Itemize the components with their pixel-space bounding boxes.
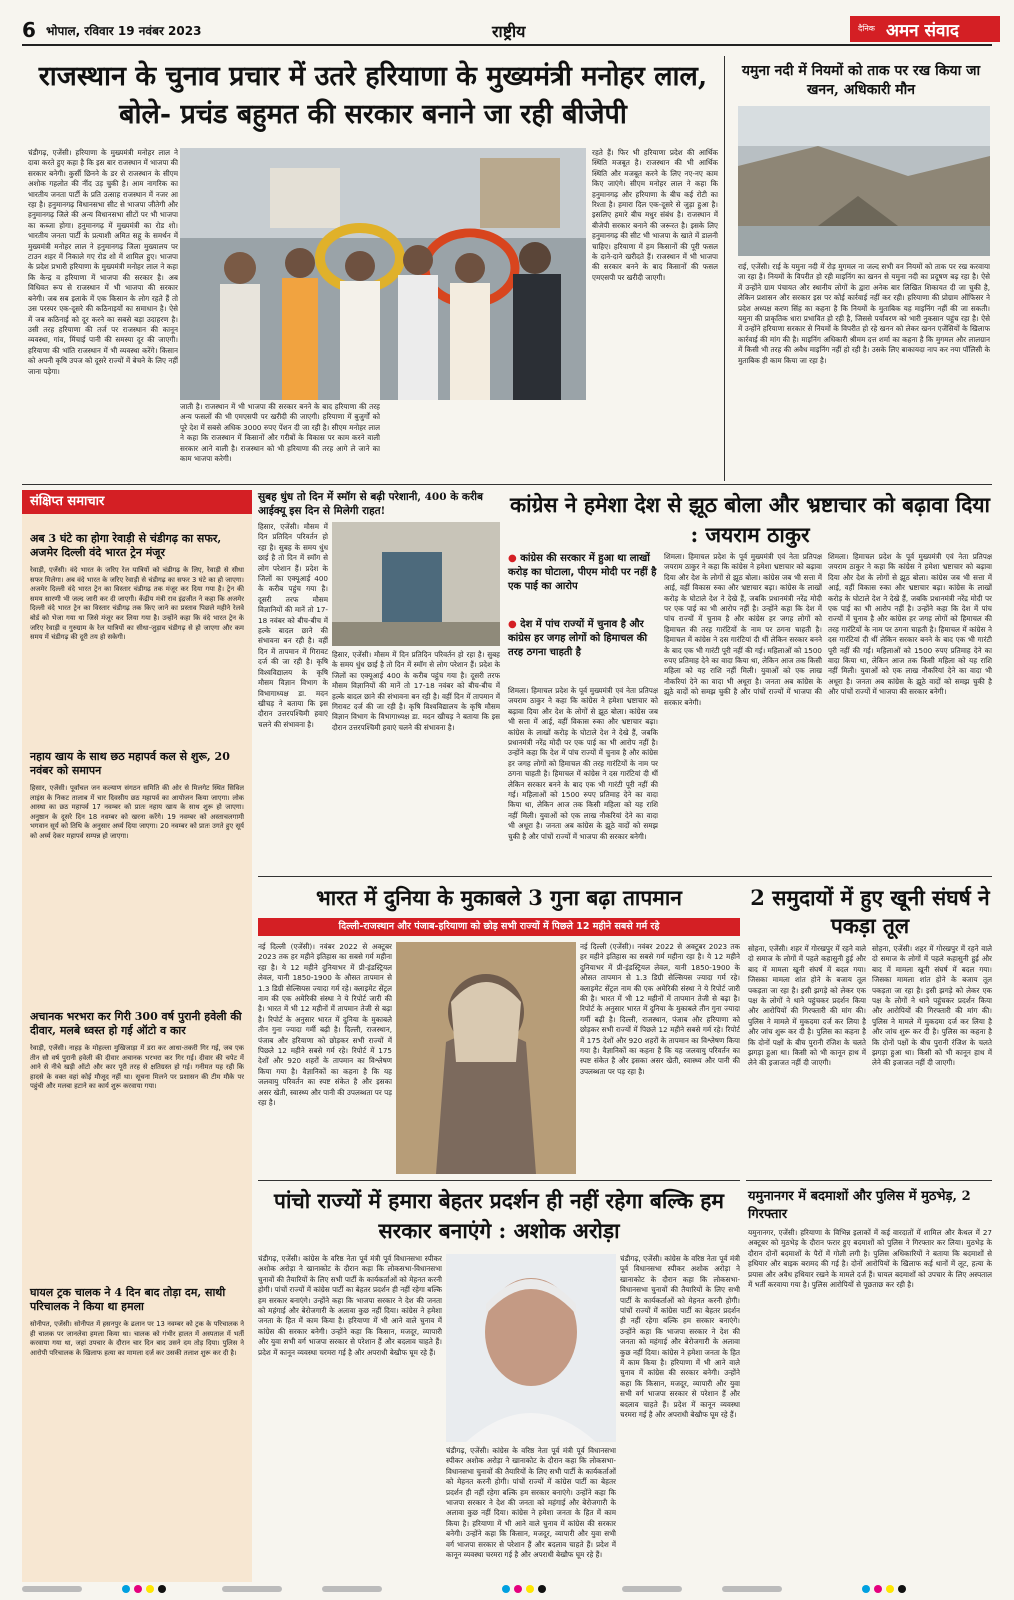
arora-body-b: चंडीगढ़, एजेंसी। कांग्रेस के वरिष्ठ नेता पूर्व मंत्री पूर्व विधानसभा स्पीकर अशोक अरोड़ा ने खानाकोट के दौरान कहा कि लोकसभा-विधानसभा चुनावों की तैयारियों के लिए सभी पार्टी के कार्यकर्ताओं को मेहनत करनी होगी। पांचों राज्यों में कांग्रेस पार्टी का बेहतर प्रदर्शन ही नहीं रहेगा बल्कि हम सरकार बनाएंगे। उन्होंने कहा कि भाजपा सरकार ने देश की जनता को महंगाई और बेरोजगारी के अलावा कुछ नहीं दिया। कांग्रेस ने हमेशा जनता के हित में काम किया है। हरियाणा में भी आने वाले चुनाव में कांग्रेस की सरकार बनेगी। उन्होंने कहा कि किसान, मजदूर, व्यापारी और युवा सभी वर्ग भाजपा सरकार से परेशान हैं और बदलाव चाहते हैं। प्रदेश में कानून व्यवस्था चरमरा गई है और अपराधी बेखौफ घूम रहे हैं। xyxy=(446,1446,616,1560)
jairam-headline: कांग्रेस ने हमेशा देश से झूठ बोला और भ्रष्टाचार को बढ़ावा दिया : जयराम ठाकुर xyxy=(510,492,990,547)
clash-body-b: सोहना, एजेंसी। शहर में गोरखपुर में रहने वाले दो समाज के लोगों में पहले कहासुनी हुई और बाद में मामला खूनी संघर्ष में बदल गया। जिसका मामला शांत होने के बजाय तूल पकड़ता जा रहा है। इसी झगड़े को लेकर एक पक्ष के लोगों ने थाने पहुंचकर प्रदर्शन किया और आरोपियों की गिरफ्तारी की मांग की। पुलिस ने मामले में मुकदमा दर्ज कर लिया है और जांच शुरू कर दी है। पुलिस का कहना है कि दोनों पक्षों के बीच पुरानी रंजिश के चलते झगड़ा हुआ था। किसी को भी कानून हाथ में लेने की इजाजत नहीं दी जाएगी। xyxy=(872,944,992,1068)
magenta-dot xyxy=(514,1585,522,1593)
temp-body-b: नई दिल्ली (एजेंसी)। नवंबर 2022 से अक्टूबर 2023 तक हर महीने इतिहास का सबसे गर्म महीना रहा है। ये 12 महीने दुनियाभर में प्री-इंडस्ट्रियल लेवल, यानी 1850-1900 के औसत तापमान से 1.3 डिग्री सेल्सियस ज्यादा गर्म रहे। क्लाइमेट सेंट्रल नाम की एक अमेरिकी संस्था ने ये रिपोर्ट जारी की है। भारत में भी 12 महीनों में तापमान तेजी से बढ़ा है। रिपोर्ट के अनुसार भारत में दुनिया के मुकाबले तीन गुना ज्यादा गर्मी बढ़ी है। दिल्ली, राजस्थान, पंजाब और हरियाणा को छोड़कर सभी राज्यों में पिछले 12 महीने सबसे गर्म रहे। रिपोर्ट में 175 देशों और 920 शहरों के तापमान का विश्लेषण किया गया है। वैज्ञानिकों का कहना है कि यह जलवायु परिवर्तन का स्पष्ट संकेत है और इसका असर खेती, स्वास्थ्य और पानी की उपलब्धता पर पड़ रहा है। xyxy=(580,942,740,1076)
brand-small: दैनिक xyxy=(858,24,875,33)
portrait-icon xyxy=(446,1254,616,1442)
registration-pill xyxy=(222,1586,282,1592)
section-divider-3 xyxy=(258,1180,740,1181)
magenta-dot xyxy=(874,1585,882,1593)
arora-photo xyxy=(446,1254,616,1442)
yellow-dot xyxy=(526,1585,534,1593)
brand-box xyxy=(850,16,1000,42)
brief-title-2: नहाय खाय के साथ छठ महापर्व कल से शुरू, 20 नवंबर को समापन xyxy=(30,750,230,777)
temp-photo xyxy=(396,942,576,1174)
smog-photo xyxy=(332,522,500,646)
brief-body-2: हिसार, एजेंसी। पूर्वांचल जन कल्याण संगठन समिति की ओर से मिलगेट स्थित सिविल लाइंस के निकट तालाब में चार दिवसीय छठ महापर्व का आयोजन किया जाएगा। लोक आस्था का छठ महापर्व 17 नवम्बर को प्रातः नहाय खाय के साथ शुरू हो जाएगा। अनुष्ठान के दूसरे दिन 18 नवम्बर को खरना करेंगे। 19 नवम्बर को अस्ताचलगामी भगवान सूर्य को तिथि के अनुसार अर्घ्य दिया जाएगा। 20 नवम्बर को प्रातः उगते हुए सूर्य को अर्घ्य देकर महापर्व सम्पन्न हो जाएगा। xyxy=(30,784,244,840)
registration-pill xyxy=(322,1586,382,1592)
section-divider-4 xyxy=(746,1180,992,1181)
smog-body-b: हिसार, एजेंसी। मौसम में दिन प्रतिदिन परिवर्तन हो रहा है। सुबह के समय धुंध छाई है तो दिन में स्मॉग से लोग परेशान हैं। प्रदेश के जिलों का एक्यूआई 400 के करीब पहुंच गया है। दूसरी तरफ मौसम विज्ञानियों की मानें तो 17-18 नवंबर को बीच-बीच में हल्के बादल छाने की संभावना बन रही है। वहीं दिन में तापमान में गिरावट दर्ज की जा रही है। कृषि विश्वविद्यालय के कृषि मौसम विज्ञान विभाग के विभागाध्यक्ष डा. मदन खीचड़ ने बताया कि इस दौरान उत्तरपश्चिमी हवाएं चलने की संभावना है। xyxy=(332,650,500,732)
masthead xyxy=(22,18,992,46)
lead-body-col2: जाती है। राजस्थान में भी भाजपा की सरकार बनने के बाद हरियाणा की तरह अन्य फसलों की भी एमएसपी पर खरीदी की जाएगी। हरियाणा में बुजुर्गों को पूरे देश में सबसे अधिक 3000 रुपए पेंशन दी जा रही है। सीएम मनोहर लाल ने कहा कि राजस्थान में किसानों और गरीबों के विकास पर काम करने वाली सरकार आने वाली है। राजस्थान को भी हरियाणा की तरह आगे ले जाने का काम भाजपा करेगी। xyxy=(180,402,380,464)
yamuna-headline: यमुना नदी में नियमों को ताक पर रख किया जा खनन, अधिकारी मौन xyxy=(741,63,981,98)
cyan-dot xyxy=(122,1585,130,1593)
page-number: 6 xyxy=(22,18,36,42)
section-divider-2 xyxy=(258,876,992,877)
arora-headline: पांचो राज्यों में हमारा बेहतर प्रदर्शन ही नहीं रहेगा बल्कि हम सरकार बनाएंगे : अशोक अरोड़ा xyxy=(274,1188,724,1243)
print-color-bar xyxy=(22,1582,992,1596)
heat-photo-icon xyxy=(396,942,576,1174)
brief-body-3: रेवाड़ी, एजेंसी। नाहड़ के मोहल्ला मुखिजाड़ा में डरा कर आधा-तकरी गिर गई, जब एक तीन सौ वर्ष पुरानी हवेली की दीवार अचानक भरभरा कर गिर गई। दीवार की चपेट में आने से नीचे खड़ी ऑटो और कार पूरी तरह से क्षतिग्रस्त हो गई। गनीमत यह रही कि हादसे के वक्त वहां कोई मौजूद नहीं था। सूचना मिलने पर प्रशासन की टीम मौके पर पहुंची और मलबा हटाने का कार्य शुरू करवाया गया। xyxy=(30,1044,244,1091)
clash-body-a: सोहना, एजेंसी। शहर में गोरखपुर में रहने वाले दो समाज के लोगों में पहले कहासुनी हुई और बाद में मामला खूनी संघर्ष में बदल गया। जिसका मामला शांत होने के बजाय तूल पकड़ता जा रहा है। इसी झगड़े को लेकर एक पक्ष के लोगों ने थाने पहुंचकर प्रदर्शन किया और आरोपियों की गिरफ्तारी की मांग की। पुलिस ने मामले में मुकदमा दर्ज कर लिया है और जांच शुरू कर दी है। पुलिस का कहना है कि दोनों पक्षों के बीच पुरानी रंजिश के चलते झगड़ा हुआ था। किसी को भी कानून हाथ में लेने की इजाजत नहीं दी जाएगी। xyxy=(748,944,866,1068)
jairam-body-c: शिमला। हिमाचल प्रदेश के पूर्व मुख्यमंत्री एवं नेता प्रतिपक्ष जयराम ठाकुर ने कहा कि कांग्रेस ने हमेशा भ्रष्टाचार को बढ़ावा दिया और देश के लोगों से झूठ बोला। कांग्रेस जब भी सत्ता में आई, वहीं विकास रुका और भ्रष्टाचार बढ़ा। कांग्रेस के लाखों करोड़ के घोटाले देश ने देखे हैं, जबकि प्रधानमंत्री नरेंद्र मोदी पर एक पाई का भी आरोप नहीं है। उन्होंने कहा कि देश में पांच राज्यों में चुनाव है और कांग्रेस हर जगह लोगों को हिमाचल की तरह गारंटियों के नाम पर ठगना चाहती है। हिमाचल में कांग्रेस ने दस गारंटियां दी थीं लेकिन सरकार बनने के बाद एक भी गारंटी पूरी नहीं की गई। महिलाओं को 1500 रुपए प्रतिमाह देने का वादा किया था, लेकिन आज तक किसी महिला को यह राशि नहीं मिली। युवाओं को एक लाख नौकरियां देने का वादा भी अधूरा है। जनता अब कांग्रेस के झूठे वादों को समझ चुकी है और पांचों राज्यों में भाजपा की सरकार बनेगी। xyxy=(828,552,992,697)
yamuna-photo xyxy=(738,106,990,256)
brief-sidebar xyxy=(22,514,252,1582)
temp-body-a: नई दिल्ली (एजेंसी)। नवंबर 2022 से अक्टूबर 2023 तक हर महीने इतिहास का सबसे गर्म महीना रहा है। ये 12 महीने दुनियाभर में प्री-इंडस्ट्रियल लेवल, यानी 1850-1900 के औसत तापमान से 1.3 डिग्री सेल्सियस ज्यादा गर्म रहे। क्लाइमेट सेंट्रल नाम की एक अमेरिकी संस्था ने ये रिपोर्ट जारी की है। भारत में भी 12 महीनों में तापमान तेजी से बढ़ा है। रिपोर्ट के अनुसार भारत में दुनिया के मुकाबले तीन गुना ज्यादा गर्मी बढ़ी है। दिल्ली, राजस्थान, पंजाब और हरियाणा को छोड़कर सभी राज्यों में पिछले 12 महीने सबसे गर्म रहे। रिपोर्ट में 175 देशों और 920 शहरों के तापमान का विश्लेषण किया गया है। वैज्ञानिकों का कहना है कि यह जलवायु परिवर्तन का स्पष्ट संकेत है और इसका असर खेती, स्वास्थ्य और पानी की उपलब्धता पर पड़ रहा है। xyxy=(258,942,392,1108)
registration-pill xyxy=(722,1586,782,1592)
brief-body-4: सोनीपत, एजेंसी। सोनीपत में हसनपुर के ढलान पर 13 नवम्बर को ट्रक के परिचालक ने ही चालक पर जानलेवा हमला किया था। चालक को गंभीर हालत में अस्पताल में भर्ती करवाया गया था, जहां उपचार के दौरान चार दिन बाद उसने दम तोड़ दिया। पुलिस ने आरोपी परिचालक के खिलाफ हत्या का मामला दर्ज कर उसकी तलाश शुरू कर दी है। xyxy=(30,1320,244,1357)
cyan-dot xyxy=(502,1585,510,1593)
arora-body-a: चंडीगढ़, एजेंसी। कांग्रेस के वरिष्ठ नेता पूर्व मंत्री पूर्व विधानसभा स्पीकर अशोक अरोड़ा ने खानाकोट के दौरान कहा कि लोकसभा-विधानसभा चुनावों की तैयारियों के लिए सभी पार्टी के कार्यकर्ताओं को मेहनत करनी होगी। पांचों राज्यों में कांग्रेस पार्टी का बेहतर प्रदर्शन ही नहीं रहेगा बल्कि हम सरकार बनाएंगे। उन्होंने कहा कि भाजपा सरकार ने देश की जनता को महंगाई और बेरोजगारी के अलावा कुछ नहीं दिया। कांग्रेस ने हमेशा जनता के हित में काम किया है। हरियाणा में भी आने वाले चुनाव में कांग्रेस की सरकार बनेगी। उन्होंने कहा कि किसान, मजदूर, व्यापारी और युवा सभी वर्ग भाजपा सरकार से परेशान हैं और बदलाव चाहते हैं। प्रदेश में कानून व्यवस्था चरमरा गई है और अपराधी बेखौफ घूम रहे हैं। xyxy=(258,1254,442,1357)
registration-pill xyxy=(22,1586,82,1592)
jairam-bullet-1: ● कांग्रेस की सरकार में हुआ था लाखों करोड़ का घोटाला, पीएम मोदी पर नहीं है एक पाई का आरोप xyxy=(508,553,657,592)
rally-photo-icon xyxy=(180,148,586,400)
jairam-bullet-2-text: देश में पांच राज्यों में चुनाव है और कांग्रेस हर जगह लोगों को हिमाचल की तरह ठगना चाहती है xyxy=(508,619,648,658)
brief-title-1: अब 3 घंटे का होगा रेवाड़ी से चंडीगढ़ का सफर, अजमेर दिल्ली वंदे भारत ट्रेन मंजूर xyxy=(30,532,222,559)
jairam-bullet-1-text: कांग्रेस की सरकार में हुआ था लाखों करोड़ का घोटाला, पीएम मोदी पर नहीं है एक पाई का आरोप xyxy=(508,553,657,592)
brief-body-1: रेवाड़ी, एजेंसी। वंदे भारत के जरिए रेल यात्रियों को चंडीगढ़ के लिए, रेवाड़ी से सीधा सफर मिलेगा। अब वंदे भारत के जरिए रेवाड़ी से चंडीगढ़ का सफर 3 घंटे का हो जाएगा। अजमेर दिल्ली वंदे भारत ट्रेन का विस्तार चंडीगढ़ तक मंजूर कर दिया गया है। ट्रेन की समय सारणी भी जल्द जारी कर दी जाएगी। केंद्रीय मंत्री राव इंद्रजीत ने कहा कि अजमेर दिल्ली वंदे भारत ट्रेन का विस्तार चंडीगढ़ तक किए जाने का प्रस्ताव पिछले महीने रेलवे बोर्ड को भेजा गया था जिसे मंजूर कर लिया गया है। उन्होंने कहा कि वंदे भारत ट्रेन के जरिए रेवाड़ी व गुरुग्राम के रेल यात्रियों का सीधा-जुड़ाव चंडीगढ़ से हो जाएगा और कम समय में चंडीगढ़ की दूरी तय हो सकेगी। xyxy=(30,566,244,642)
registration-pill xyxy=(622,1586,682,1592)
black-dot xyxy=(158,1585,166,1593)
yamuna-body: राई, एजेंसी। राई के यमुना नदी में रोड़ मुगमल ना जल्द सभी वन नियमों को ताक पर रख करवाया जा रहा है। नियमों के विपरीत हो रही माइनिंग का खनन से यमुना नदी का प्रदूषण बढ़ रहा है। ऐसे में उन्होंने ग्राम पंचायत और स्थानीय लोगों के द्वारा अनेक बार लिखित शिकायत दी जा चुकी है, लेकिन प्रशासन और सरकार इस पर कोई कार्रवाई नहीं कर रही। हरियाणा की प्रोग्राम ऑफिसर ने प्रदेश अध्यक्ष करण सिंह का कहना है कि नियमों के मुताबिक यह माइनिंग नहीं की जा सकती। यमुना की प्राकृतिक धारा प्रभावित हो रही है, जिससे पर्यावरण को भारी नुकसान पहुंच रहा है। ऐसे में उन्होंने हरियाणा सरकार से नियमों के विपरीत हो रहे खनन को लेकर खनन एजेंसियों के खिलाफ कार्रवाई की मांग की है। माइनिंग अधिकारी श्रीमम दत्त शर्मा का कहना है कि मुगमल और लालग्रान में किसी भी तरह की अवैध माइनिंग नहीं हो रही है। उसके लिए बाकायदा नाप कर नया पॉलिसी के मुताबिक ही काम किया जा रहा है। xyxy=(738,262,990,365)
lead-headline: राजस्थान के चुनाव प्रचार में उतरे हरियाणा के मुख्यमंत्री मनोहर लाल, बोले- प्रचंड बहुमत की सरकार बनाने जा रही बीजेपी xyxy=(38,61,708,130)
lead-body-col1: चंडीगढ़, एजेंसी। हरियाणा के मुख्यमंत्री मनोहर लाल ने दावा करते हुए कहा है कि इस बार राजस्थान में भाजपा की सरकार बनेगी। कुर्सी छिनने के डर से राजस्थान के सीएम अशोक गहलोत की नींद उड़ चुकी है। आम नागरिक का भारतीय जनता पार्टी के प्रति उत्साह राजस्थान में नजर आ रहा है। हनुमानगढ़ विधानसभा सीट से भाजपा जीतेगी और हनुमानगढ़ जिले की अन्य विधानसभा सीटों पर भी भाजपा का कब्जा होगा। हनुमानगढ़ में मुख्यमंत्री का रोड शो। भारतीय जनता पार्टी के प्रत्याशी अमित सहू के समर्थन में मुख्यमंत्री मनोहर लाल ने हनुमानगढ़ जिला मुख्यालय पर टाउन शहर में निकाले गए रोड शो में शामिल हुए। भाजपा के प्रदेश प्रभारी हरियाणा के मुख्यमंत्री मनोहर लाल ने कहा कि केन्द्र व हरियाणा में भाजपा की सरकार है। अब विधिवत रूप से राजस्थान में भी भाजपा की सरकार बनेगी। जब सब इलाके में एक किसान के लोग रहते हैं तो उस परस्पर एक-दूसरे की कठिनाइयों का समाधान है। ऐसे में जब कठिनाई को दूर करने का सबसे बड़ा उदाहरण है। उसी तरह हरियाणा की तर्ज पर राजस्थान की कानून व्यवस्था, गांव, मिंचाई पानी की समस्या दूर की जाएगी। हरियाणा की भांति राजस्थान में भी व्यवस्था करेंगे। किसान को अपनी कृषि उपज को दूसरे राज्यों में बेचने के लिए नहीं जाना पड़ेगा। xyxy=(28,148,178,376)
date-line: भोपाल, रविवार 19 नवंबर 2023 xyxy=(46,24,202,38)
black-dot xyxy=(898,1585,906,1593)
temp-subhead: दिल्ली-राजस्थान और पंजाब-हरियाणा को छोड़ सभी राज्यों में पिछले 12 महीने सबसे गर्म रहे xyxy=(258,918,740,936)
black-dot xyxy=(538,1585,546,1593)
lead-photo xyxy=(180,148,586,400)
column-divider xyxy=(724,56,725,481)
jairam-body-a: शिमला। हिमाचल प्रदेश के पूर्व मुख्यमंत्री एवं नेता प्रतिपक्ष जयराम ठाकुर ने कहा कि कांग्रेस ने हमेशा भ्रष्टाचार को बढ़ावा दिया और देश के लोगों से झूठ बोला। कांग्रेस जब भी सत्ता में आई, वहीं विकास रुका और भ्रष्टाचार बढ़ा। कांग्रेस के लाखों करोड़ के घोटाले देश ने देखे हैं, जबकि प्रधानमंत्री नरेंद्र मोदी पर एक पाई का भी आरोप नहीं है। उन्होंने कहा कि देश में पांच राज्यों में चुनाव है और कांग्रेस हर जगह लोगों को हिमाचल की तरह गारंटियों के नाम पर ठगना चाहती है। हिमाचल में कांग्रेस ने दस गारंटियां दी थीं लेकिन सरकार बनने के बाद एक भी गारंटी पूरी नहीं की गई। महिलाओं को 1500 रुपए प्रतिमाह देने का वादा किया था, लेकिन आज तक किसी महिला को यह राशि नहीं मिली। युवाओं को एक लाख नौकरियां देने का वादा भी अधूरा है। जनता अब कांग्रेस के झूठे वादों को समझ चुकी है और पांचों राज्यों में भाजपा की सरकार बनेगी। xyxy=(508,686,658,841)
jairam-body-b: शिमला। हिमाचल प्रदेश के पूर्व मुख्यमंत्री एवं नेता प्रतिपक्ष जयराम ठाकुर ने कहा कि कांग्रेस ने हमेशा भ्रष्टाचार को बढ़ावा दिया और देश के लोगों से झूठ बोला। कांग्रेस जब भी सत्ता में आई, वहीं विकास रुका और भ्रष्टाचार बढ़ा। कांग्रेस के लाखों करोड़ के घोटाले देश ने देखे हैं, जबकि प्रधानमंत्री नरेंद्र मोदी पर एक पाई का भी आरोप नहीं है। उन्होंने कहा कि देश में पांच राज्यों में चुनाव है और कांग्रेस हर जगह लोगों को हिमाचल की तरह गारंटियों के नाम पर ठगना चाहती है। हिमाचल में कांग्रेस ने दस गारंटियां दी थीं लेकिन सरकार बनने के बाद एक भी गारंटी पूरी नहीं की गई। महिलाओं को 1500 रुपए प्रतिमाह देने का वादा किया था, लेकिन आज तक किसी महिला को यह राशि नहीं मिली। युवाओं को एक लाख नौकरियां देने का वादा भी अधूरा है। जनता अब कांग्रेस के झूठे वादों को समझ चुकी है और पांचों राज्यों में भाजपा की सरकार बनेगी। xyxy=(664,552,822,707)
cyan-dot xyxy=(862,1585,870,1593)
brief-title-4: घायल ट्रक चालक ने 4 दिन बाद तोड़ा दम, साथी परिचालक ने किया था हमला xyxy=(30,1286,226,1313)
temp-headline: भारत में दुनिया के मुकाबले 3 गुना बढ़ा तापमान xyxy=(316,885,682,910)
police-headline: यमुनानगर में बदमाशों और पुलिस में मुठभेड़, 2 गिरफ्तार xyxy=(748,1189,971,1222)
arora-body-c: चंडीगढ़, एजेंसी। कांग्रेस के वरिष्ठ नेता पूर्व मंत्री पूर्व विधानसभा स्पीकर अशोक अरोड़ा ने खानाकोट के दौरान कहा कि लोकसभा-विधानसभा चुनावों की तैयारियों के लिए सभी पार्टी के कार्यकर्ताओं को मेहनत करनी होगी। पांचों राज्यों में कांग्रेस पार्टी का बेहतर प्रदर्शन ही नहीं रहेगा बल्कि हम सरकार बनाएंगे। उन्होंने कहा कि भाजपा सरकार ने देश की जनता को महंगाई और बेरोजगारी के अलावा कुछ नहीं दिया। कांग्रेस ने हमेशा जनता के हित में काम किया है। हरियाणा में भी आने वाले चुनाव में कांग्रेस की सरकार बनेगी। उन्होंने कहा कि किसान, मजदूर, व्यापारी और युवा सभी वर्ग भाजपा सरकार से परेशान हैं और बदलाव चाहते हैं। प्रदेश में कानून व्यवस्था चरमरा गई है और अपराधी बेखौफ घूम रहे हैं। xyxy=(620,1254,740,1420)
section-divider xyxy=(22,484,992,485)
section-title: राष्ट्रीय xyxy=(492,22,526,41)
smog-photo-icon xyxy=(332,522,500,646)
smog-headline: सुबह धुंध तो दिन में स्मॉग से बढ़ी परेशानी, 400 के करीब आईक्यू इस दिन से मिलेगी राहत! xyxy=(258,491,483,517)
police-body: यमुनानगर, एजेंसी। हरियाणा के विभिन्न इलाकों में कई वारदातों में शामिल और कैथल में 27 अक्टूबर को मुठभेड़ के दौरान फरार हुए बदमाशों को पुलिस ने गिरफ्तार कर लिया। मुठभेड़ के दौरान दोनों बदमाशों के पैरों में गोली लगी है। पुलिस अधिकारियों ने बताया कि बदमाशों से हथियार और बाइक बरामद की गई है। दोनों आरोपियों के खिलाफ कई थानों में लूट, हत्या के प्रयास और अवैध हथियार रखने के मामले दर्ज हैं। घायल बदमाशों को उपचार के लिए अस्पताल में भर्ती करवाया गया है। पुलिस आरोपियों से पूछताछ कर रही है। xyxy=(748,1228,992,1290)
river-photo-icon xyxy=(738,106,990,256)
lead-body-col3: रहते हैं। फिर भी हरियाणा प्रदेश की आर्थिक स्थिति मजबूत है। राजस्थान की भी आर्थिक स्थिति और मजबूत करने के लिए नए-नए काम किए जाएंगे। सीएम मनोहर लाल ने कहा कि हनुमानगढ़ और हरियाणा के बीच कई रोटी का रिश्ता है। हमारा दिल एक-दूसरे से जुड़ा हुआ है। इसलिए हमारे बीच मधुर संबंध है। राजस्थान में बीजेपी सरकार बनाने की जरूरत है। इसके लिए हनुमानगढ़ की सीट भी भाजपा के खाते में डालनी चाहिए। हरियाणा में हम किसानों की पूरी फसल के दाने-दाने खरीदते हैं। राजस्थान में भी भाजपा की सरकार बनने के बाद किसानों की फसल एमएसपी पर खरीदी जाएगी। xyxy=(592,148,718,282)
clash-headline: 2 समुदायों में हुए खूनी संघर्ष ने पकड़ा तूल xyxy=(750,885,990,938)
magenta-dot xyxy=(134,1585,142,1593)
brief-title-3: अचानक भरभरा कर गिरी 300 वर्ष पुरानी हवेली की दीवार, मलबे ध्वस्त हो गई ऑटो व कार xyxy=(30,1010,242,1037)
brief-label: संक्षिप्त समाचार xyxy=(22,490,252,514)
jairam-bullet-2: ● देश में पांच राज्यों में चुनाव है और कांग्रेस हर जगह लोगों को हिमाचल की तरह ठगना चाहती है xyxy=(508,619,648,658)
smog-body-a: हिसार, एजेंसी। मौसम में दिन प्रतिदिन परिवर्तन हो रहा है। सुबह के समय धुंध छाई है तो दिन में स्मॉग से लोग परेशान हैं। प्रदेश के जिलों का एक्यूआई 400 के करीब पहुंच गया है। दूसरी तरफ मौसम विज्ञानियों की मानें तो 17-18 नवंबर को बीच-बीच में हल्के बादल छाने की संभावना बन रही है। वहीं दिन में तापमान में गिरावट दर्ज की जा रही है। कृषि विश्वविद्यालय के कृषि मौसम विज्ञान विभाग के विभागाध्यक्ष डा. मदन खीचड़ ने बताया कि इस दौरान उत्तरपश्चिमी हवाएं चलने की संभावना है। xyxy=(258,522,328,729)
brand-name: अमन संवाद xyxy=(886,21,959,41)
yellow-dot xyxy=(146,1585,154,1593)
yellow-dot xyxy=(886,1585,894,1593)
